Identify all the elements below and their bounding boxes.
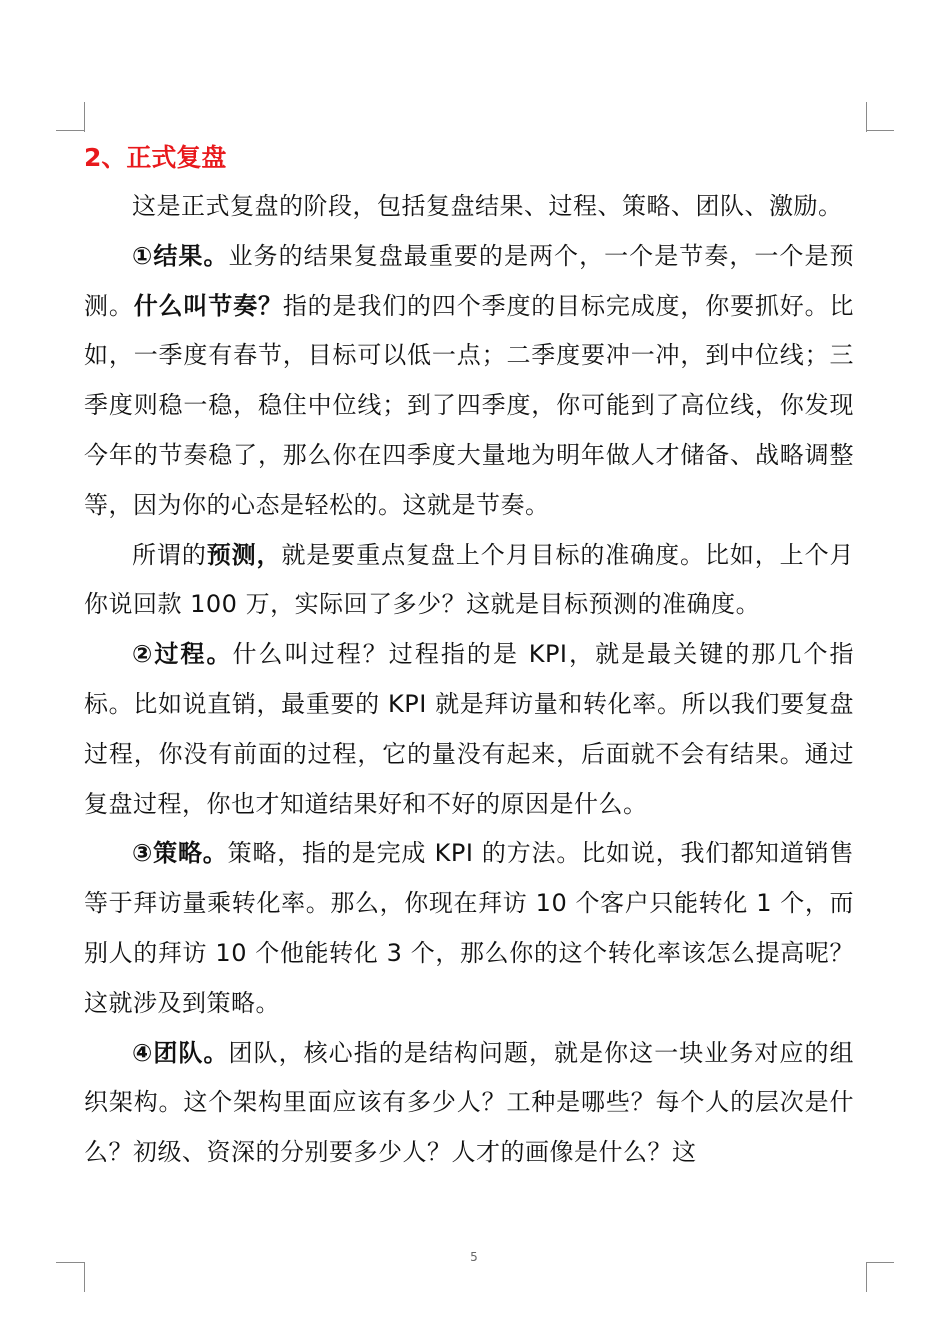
forecast-text-1: 所谓的 — [132, 540, 207, 569]
crop-mark-bottom-right-v — [866, 1262, 867, 1292]
forecast-text-2: 就是要重点复盘上个月目标的准确度。比如，上个月你说回款 100 万，实际回了多少？这就是目标预测的准确度。 — [84, 540, 855, 619]
intro-paragraph — [84, 182, 854, 232]
rhythm-question: 什么叫节奏？ — [133, 291, 283, 320]
team-paragraph — [84, 1029, 854, 1178]
strategy-label: ③策略。 — [132, 839, 228, 868]
results-label: ①结果。 — [132, 241, 229, 270]
results-text-2: 指的是我们的四个季度的目标完成度，你要抓好。比如，一季度有春节，目标可以低一点；二季度要冲一冲，到中位线；三季度则稳一稳，稳住中位线；到了四季度，你可能到了高位线，你发现今年的节奏稳了，那么你在四季度大量地为明年做人才储备、战略调整等，因为你的心态是轻松的。这就是节奏。 — [84, 291, 855, 519]
forecast-bold: 预测， — [206, 540, 282, 569]
process-paragraph — [84, 630, 854, 829]
page-number: 5 — [470, 1250, 478, 1264]
process-label: ②过程。 — [132, 640, 233, 669]
intro-text: 这是正式复盘的阶段，包括复盘结果、过程、策略、团队、激励。 — [132, 192, 843, 220]
process-text: 什么叫过程？过程指的是 KPI，就是最关键的那几个指标。比如说直销，最重要的 KPI 就是拜访量和转化率。所以我们要复盘过程，你没有前面的过程，它的量没有起来，后面就不会有结果。通过复盘过程，你也才知道结果好和不好的原因是什么。 — [84, 640, 854, 818]
section-heading: 2、正式复盘 — [84, 143, 227, 172]
strategy-paragraph — [84, 829, 854, 1028]
strategy-text: 策略，指的是完成 KPI 的方法。比如说，我们都知道销售等于拜访量乘转化率。那么，你现在拜访 10 个客户只能转化 1 个，而别人的拜访 10 个他能转化 3 个，那么你的这个转化率该怎么提高呢？这就涉及到策略。 — [84, 839, 854, 1017]
results-text-1: 业务的结果复盘最重要的是两个，一个是节奏，一个是预测。 — [84, 241, 855, 320]
crop-mark-top-left-v — [84, 102, 85, 132]
results-paragraph — [84, 232, 854, 531]
forecast-paragraph — [84, 531, 854, 631]
crop-mark-top-right-v — [866, 102, 867, 132]
team-text: 团队，核心指的是结构问题，就是你这一块业务对应的组织架构。这个架构里面应该有多少人？工种是哪些？每个人的层次是什么？初级、资深的分别要多少人？人才的画像是什么？这 — [84, 1038, 855, 1167]
crop-mark-bottom-left-v — [84, 1262, 85, 1292]
team-label: ④团队。 — [132, 1038, 229, 1067]
crop-mark-top-left-h — [56, 130, 84, 131]
crop-mark-top-right-h — [866, 130, 894, 131]
document-body — [84, 136, 854, 1178]
